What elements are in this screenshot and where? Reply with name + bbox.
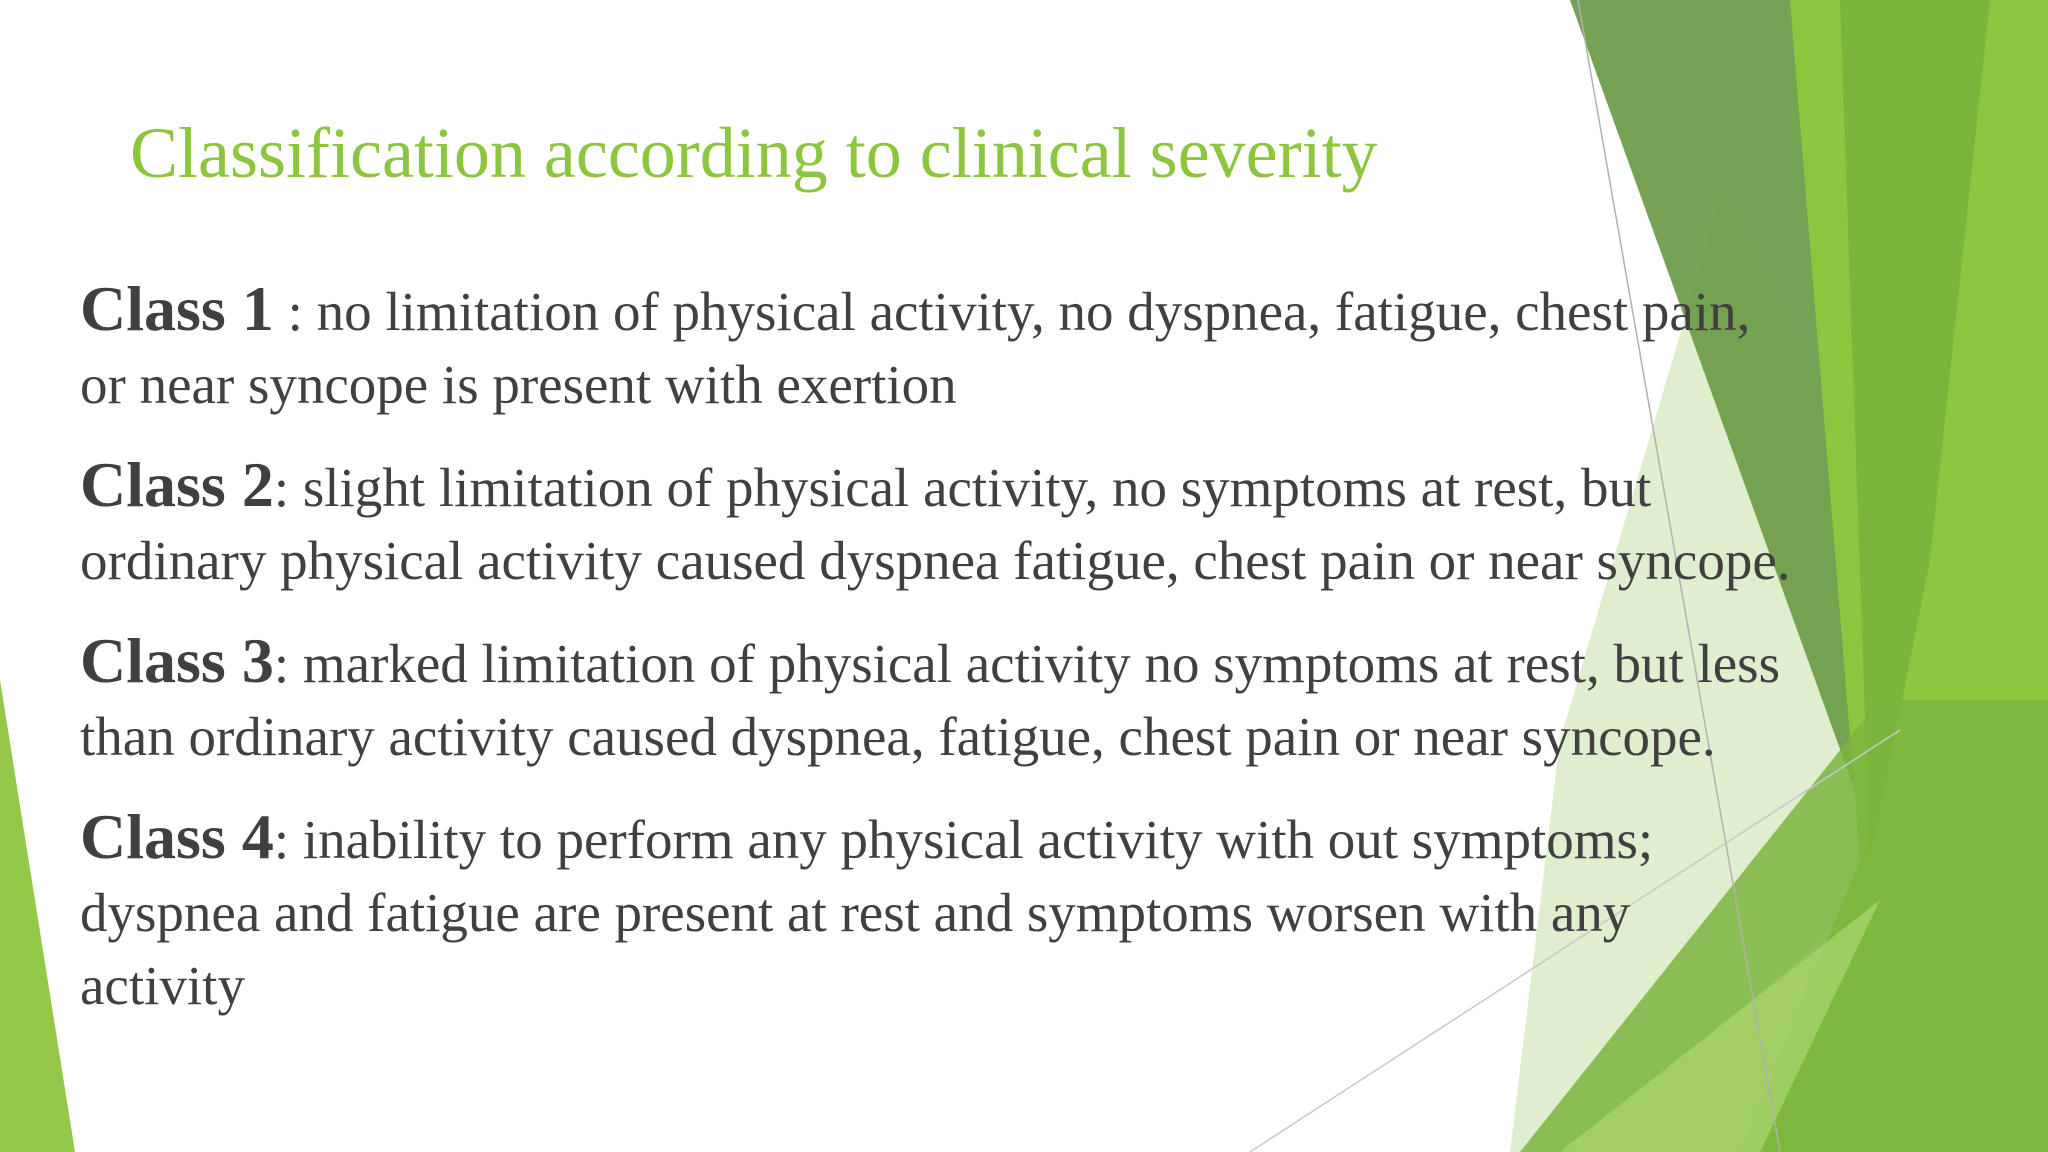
class-line (80, 800, 1980, 876)
class-item (80, 624, 1980, 773)
class-label: Class 2 (80, 449, 274, 520)
class-text: : no limitation of physical activity, no dyspnea, fatigue, chest pain, (273, 281, 1751, 342)
class-text: activity (80, 955, 245, 1016)
class-text: ordinary physical activity caused dyspnea fatigue, chest pain or near syncope. (80, 530, 1791, 591)
class-label: Class 1 (80, 273, 274, 344)
class-line (80, 272, 1980, 348)
class-text: : inability to perform any physical activity with out symptoms; (273, 809, 1654, 870)
class-text: or near syncope is present with exertion (80, 354, 957, 415)
class-text: dyspnea and fatigue are present at rest and symptoms worsen with any (80, 882, 1631, 943)
class-line (80, 448, 1980, 524)
left-green-sliver (0, 680, 75, 1152)
slide-title: Classification according to clinical severity (130, 113, 1378, 193)
class-item (80, 448, 1980, 597)
class-text: : slight limitation of physical activity, no symptoms at rest, but (273, 457, 1652, 518)
class-text: : marked limitation of physical activity no symptoms at rest, but less (273, 633, 1780, 694)
class-item (80, 272, 1980, 421)
class-list (80, 272, 1980, 1049)
class-text: than ordinary activity caused dyspnea, fatigue, chest pain or near syncope. (80, 706, 1716, 767)
class-label: Class 4 (80, 801, 274, 872)
class-line (80, 624, 1980, 700)
class-item (80, 800, 1980, 1022)
class-label: Class 3 (80, 625, 274, 696)
